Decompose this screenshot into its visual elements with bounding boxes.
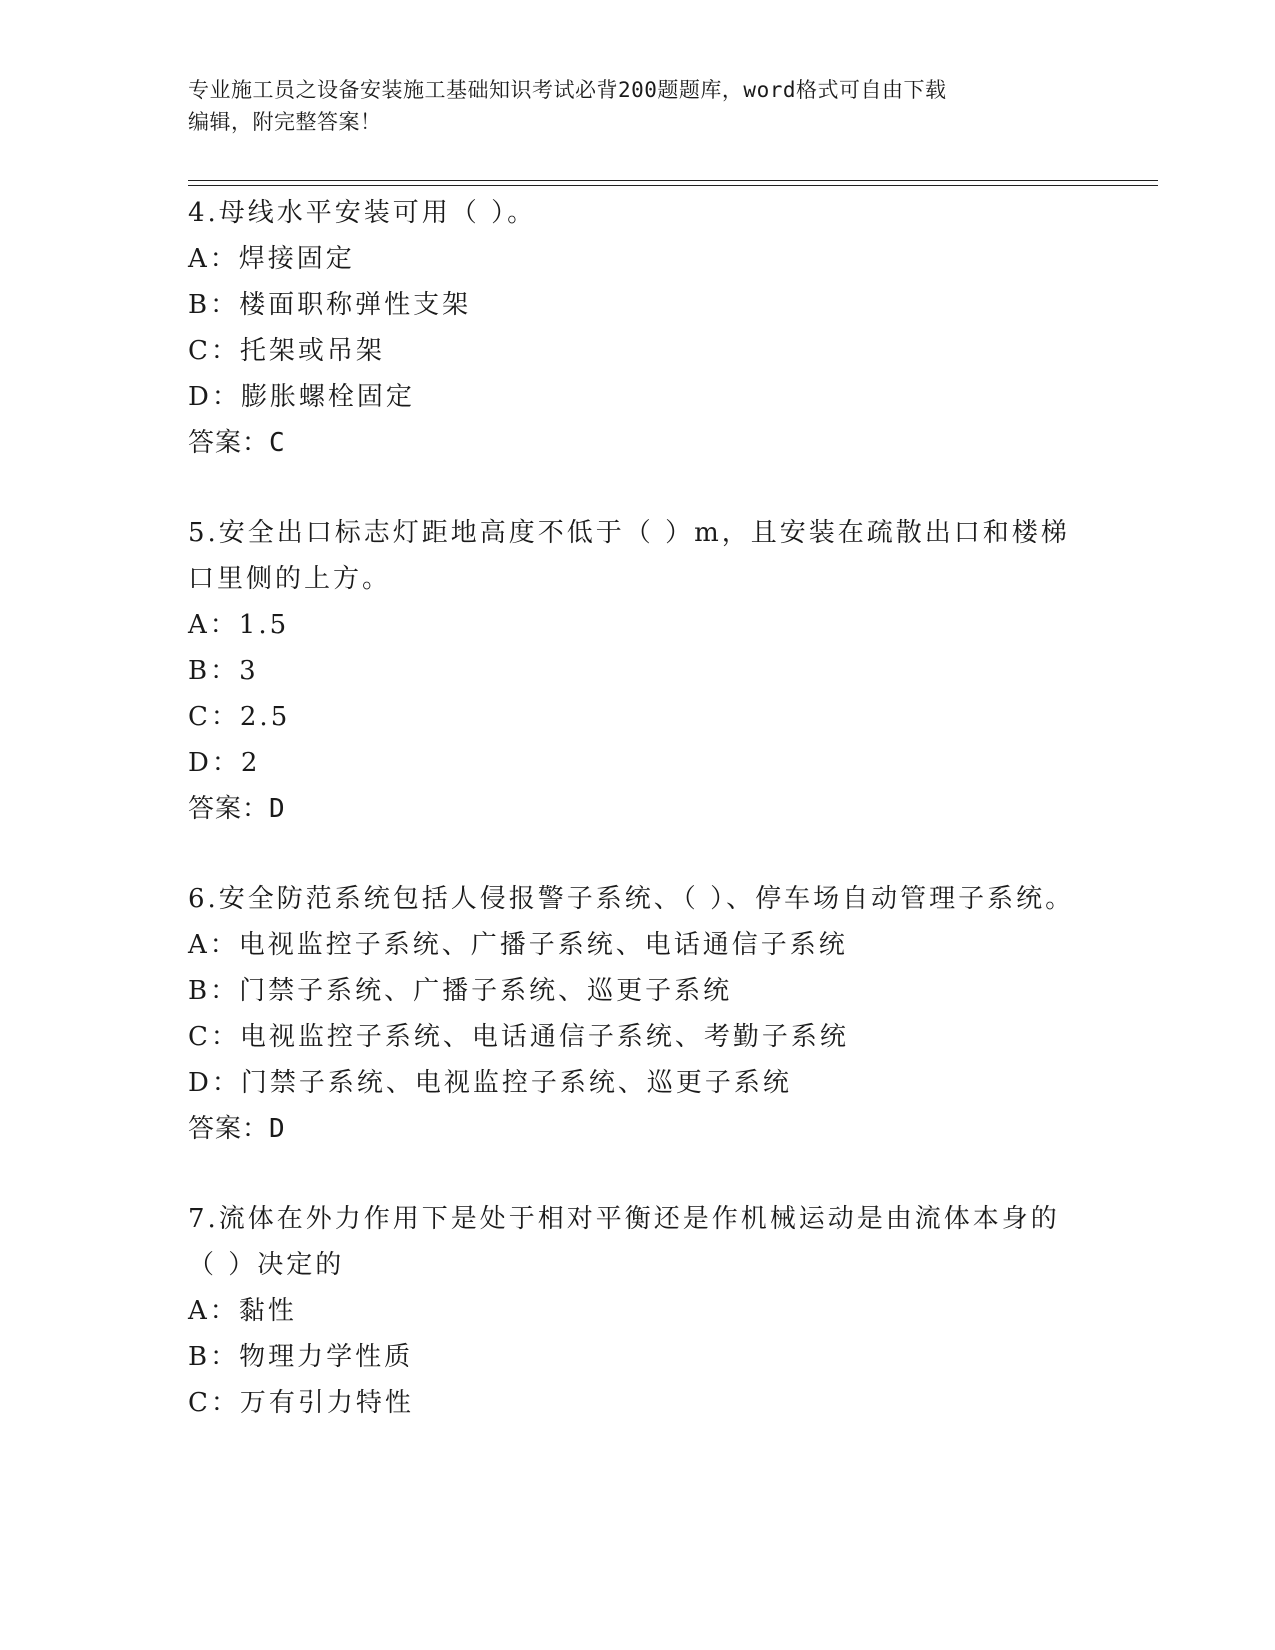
option-a: A：1.5 (188, 610, 290, 640)
answer-value: D (269, 1114, 286, 1144)
question-text: 5.安全出口标志灯距地高度不低于（ ）m，且安装在疏散出口和楼梯口里侧的上方。 (188, 518, 1070, 594)
document-header (188, 74, 1088, 138)
answer-value: C (269, 428, 286, 458)
answer-line (188, 786, 1088, 832)
option-a: A：电视监控子系统、广播子系统、电话通信子系统 (188, 930, 848, 960)
option-d: D：膨胀螺栓固定 (188, 382, 415, 412)
option-a: A：黏性 (188, 1296, 297, 1326)
option-b: B：物理力学性质 (188, 1342, 414, 1372)
header-line-2: 编辑，附完整答案！ (188, 110, 382, 134)
question-7 (188, 1196, 1088, 1426)
option-b: B：门禁子系统、广播子系统、巡更子系统 (188, 976, 733, 1006)
option-c: C：2.5 (188, 702, 291, 732)
answer-line (188, 1106, 1088, 1152)
option-c: C：万有引力特性 (188, 1388, 414, 1418)
option-b: B：楼面职称弹性支架 (188, 290, 472, 320)
option-c: C：电视监控子系统、电话通信子系统、考勤子系统 (188, 1022, 849, 1052)
question-6 (188, 876, 1088, 1152)
question-text: 4.母线水平安装可用（ ）。 (188, 198, 537, 228)
header-divider-bottom (188, 185, 1158, 186)
option-d: D：门禁子系统、电视监控子系统、巡更子系统 (188, 1068, 792, 1098)
header-line-1: 专业施工员之设备安装施工基础知识考试必背200题题库，word格式可自由下载 (188, 78, 947, 102)
question-list (188, 190, 1088, 1470)
question-4 (188, 190, 1088, 466)
question-text: 7.流体在外力作用下是处于相对平衡还是作机械运动是由流体本身的（ ）决定的 (188, 1204, 1060, 1280)
header-divider-top (188, 180, 1158, 181)
answer-label: 答案： (188, 428, 270, 458)
answer-label: 答案： (188, 794, 270, 824)
option-b: B：3 (188, 656, 259, 686)
option-a: A：焊接固定 (188, 244, 355, 274)
answer-value: D (269, 794, 286, 824)
option-d: D：2 (188, 748, 261, 778)
question-text: 6.安全防范系统包括人侵报警子系统、（ ）、停车场自动管理子系统。 (188, 884, 1075, 914)
answer-label: 答案： (188, 1114, 270, 1144)
question-5 (188, 510, 1088, 832)
option-c: C：托架或吊架 (188, 336, 385, 366)
answer-line (188, 420, 1088, 466)
